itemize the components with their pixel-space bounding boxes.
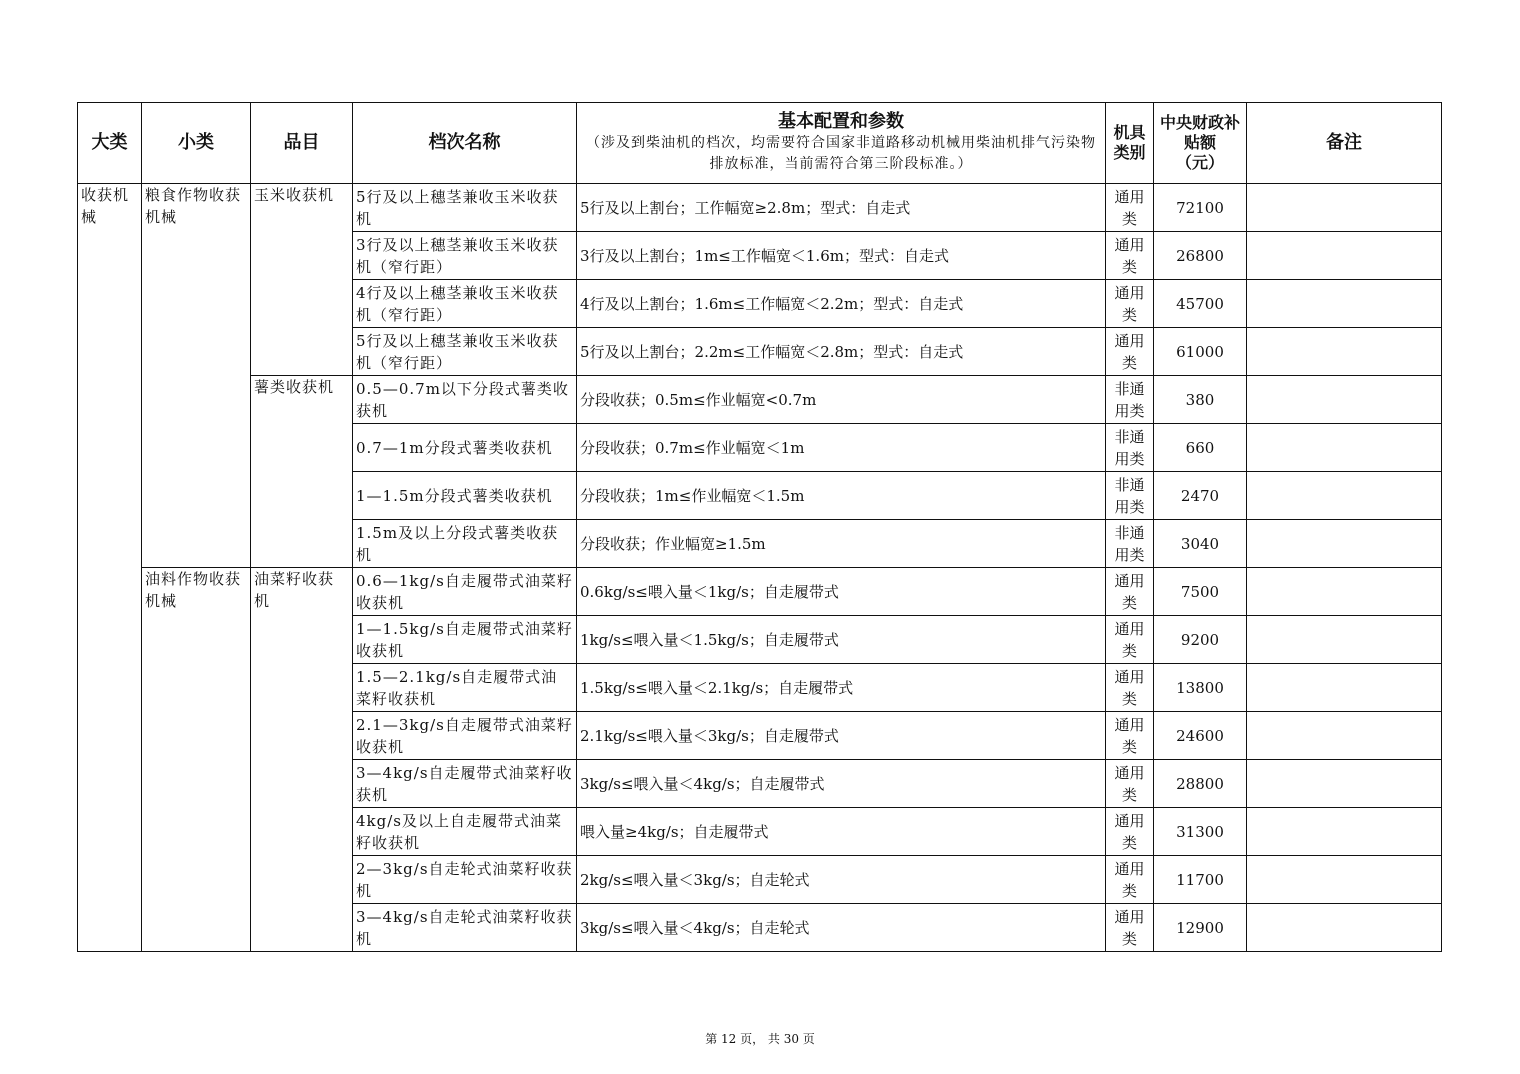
cell-subcategory: 油料作物收获机械 <box>142 568 251 952</box>
cell-subsidy-amount: 7500 <box>1154 568 1247 616</box>
cell-machine-class: 通用类 <box>1106 904 1154 952</box>
header-config-title: 基本配置和参数 <box>778 111 904 132</box>
cell-subsidy-amount: 24600 <box>1154 712 1247 760</box>
cell-grade-name: 4行及以上穗茎兼收玉米收获机（窄行距） <box>353 280 577 328</box>
cell-remark <box>1247 328 1442 376</box>
cell-machine-class: 通用类 <box>1106 712 1154 760</box>
cell-grade-name: 4kg/s及以上自走履带式油菜籽收获机 <box>353 808 577 856</box>
cell-subsidy-amount: 72100 <box>1154 184 1247 232</box>
cell-grade-name: 0.7—1m分段式薯类收获机 <box>353 424 577 472</box>
table-header-row <box>78 103 1442 184</box>
cell-config: 3kg/s≤喂入量＜4kg/s；自走轮式 <box>577 904 1106 952</box>
cell-grade-name: 1—1.5m分段式薯类收获机 <box>353 472 577 520</box>
header-subsidy <box>1154 103 1247 184</box>
cell-machine-class: 通用类 <box>1106 616 1154 664</box>
cell-machine-class: 通用类 <box>1106 280 1154 328</box>
cell-remark <box>1247 904 1442 952</box>
cell-machine-class: 通用类 <box>1106 808 1154 856</box>
table-row <box>78 568 1442 616</box>
cell-machine-class: 通用类 <box>1106 664 1154 712</box>
cell-category: 收获机械 <box>78 184 142 952</box>
cell-machine-class: 非通用类 <box>1106 472 1154 520</box>
cell-subsidy-amount: 28800 <box>1154 760 1247 808</box>
cell-machine-class: 非通用类 <box>1106 520 1154 568</box>
cell-config: 分段收获；0.7m≤作业幅宽＜1m <box>577 424 1106 472</box>
cell-subsidy-amount: 61000 <box>1154 328 1247 376</box>
cell-subsidy-amount: 2470 <box>1154 472 1247 520</box>
cell-remark <box>1247 760 1442 808</box>
cell-remark <box>1247 520 1442 568</box>
cell-machine-class: 通用类 <box>1106 568 1154 616</box>
cell-subsidy-amount: 660 <box>1154 424 1247 472</box>
cell-machine-class: 通用类 <box>1106 184 1154 232</box>
cell-config: 5行及以上割台；工作幅宽≥2.8m；型式：自走式 <box>577 184 1106 232</box>
cell-remark <box>1247 616 1442 664</box>
table-row <box>78 184 1442 232</box>
cell-grade-name: 1.5—2.1kg/s自走履带式油菜籽收获机 <box>353 664 577 712</box>
cell-config: 喂入量≥4kg/s；自走履带式 <box>577 808 1106 856</box>
subsidy-table <box>77 102 1442 952</box>
cell-config: 4行及以上割台；1.6m≤工作幅宽＜2.2m；型式：自走式 <box>577 280 1106 328</box>
cell-config: 分段收获；作业幅宽≥1.5m <box>577 520 1106 568</box>
cell-machine-class: 通用类 <box>1106 856 1154 904</box>
cell-item: 玉米收获机 <box>251 184 353 376</box>
cell-machine-class: 非通用类 <box>1106 376 1154 424</box>
cell-remark <box>1247 808 1442 856</box>
header-machine-class: 机具类别 <box>1106 103 1154 184</box>
header-subsidy-unit: （元） <box>1175 153 1224 172</box>
cell-subsidy-amount: 13800 <box>1154 664 1247 712</box>
header-item: 品目 <box>251 103 353 184</box>
table-body <box>78 184 1442 952</box>
cell-config: 1kg/s≤喂入量＜1.5kg/s；自走履带式 <box>577 616 1106 664</box>
cell-config: 2.1kg/s≤喂入量＜3kg/s；自走履带式 <box>577 712 1106 760</box>
cell-remark <box>1247 376 1442 424</box>
cell-remark <box>1247 472 1442 520</box>
cell-grade-name: 1—1.5kg/s自走履带式油菜籽收获机 <box>353 616 577 664</box>
cell-config: 1.5kg/s≤喂入量＜2.1kg/s；自走履带式 <box>577 664 1106 712</box>
cell-config: 3行及以上割台；1m≤工作幅宽＜1.6m；型式：自走式 <box>577 232 1106 280</box>
cell-subsidy-amount: 380 <box>1154 376 1247 424</box>
header-subcategory: 小类 <box>142 103 251 184</box>
header-config <box>577 103 1106 184</box>
header-config-note: （涉及到柴油机的档次，均需要符合国家非道路移动机械用柴油机排气污染物排放标准，当前需符合第三阶段标准。） <box>586 135 1096 172</box>
cell-grade-name: 1.5m及以上分段式薯类收获机 <box>353 520 577 568</box>
header-grade-name: 档次名称 <box>353 103 577 184</box>
cell-grade-name: 5行及以上穗茎兼收玉米收获机 <box>353 184 577 232</box>
cell-subsidy-amount: 31300 <box>1154 808 1247 856</box>
cell-grade-name: 5行及以上穗茎兼收玉米收获机（窄行距） <box>353 328 577 376</box>
cell-remark <box>1247 424 1442 472</box>
cell-grade-name: 3—4kg/s自走轮式油菜籽收获机 <box>353 904 577 952</box>
cell-subsidy-amount: 3040 <box>1154 520 1247 568</box>
cell-remark <box>1247 664 1442 712</box>
cell-grade-name: 3—4kg/s自走履带式油菜籽收获机 <box>353 760 577 808</box>
table-row <box>78 376 1442 424</box>
cell-machine-class: 通用类 <box>1106 232 1154 280</box>
cell-subsidy-amount: 9200 <box>1154 616 1247 664</box>
cell-subsidy-amount: 26800 <box>1154 232 1247 280</box>
cell-config: 分段收获；1m≤作业幅宽＜1.5m <box>577 472 1106 520</box>
cell-grade-name: 0.6—1kg/s自走履带式油菜籽收获机 <box>353 568 577 616</box>
cell-subsidy-amount: 12900 <box>1154 904 1247 952</box>
cell-subsidy-amount: 45700 <box>1154 280 1247 328</box>
cell-grade-name: 0.5—0.7m以下分段式薯类收获机 <box>353 376 577 424</box>
cell-config: 5行及以上割台；2.2m≤工作幅宽＜2.8m；型式：自走式 <box>577 328 1106 376</box>
cell-subsidy-amount: 11700 <box>1154 856 1247 904</box>
cell-config: 分段收获；0.5m≤作业幅宽<0.7m <box>577 376 1106 424</box>
page-footer: 第 12 页， 共 30 页 <box>705 1032 815 1046</box>
cell-remark <box>1247 568 1442 616</box>
header-category: 大类 <box>78 103 142 184</box>
cell-item: 薯类收获机 <box>251 376 353 568</box>
cell-remark <box>1247 232 1442 280</box>
cell-item: 油菜籽收获机 <box>251 568 353 952</box>
cell-remark <box>1247 184 1442 232</box>
cell-machine-class: 通用类 <box>1106 328 1154 376</box>
cell-subcategory: 粮食作物收获机械 <box>142 184 251 568</box>
cell-config: 2kg/s≤喂入量＜3kg/s；自走轮式 <box>577 856 1106 904</box>
cell-config: 3kg/s≤喂入量＜4kg/s；自走履带式 <box>577 760 1106 808</box>
cell-remark <box>1247 856 1442 904</box>
cell-grade-name: 3行及以上穗茎兼收玉米收获机（窄行距） <box>353 232 577 280</box>
header-subsidy-label: 中央财政补贴额 <box>1159 113 1240 152</box>
cell-remark <box>1247 712 1442 760</box>
cell-config: 0.6kg/s≤喂入量＜1kg/s；自走履带式 <box>577 568 1106 616</box>
cell-machine-class: 通用类 <box>1106 760 1154 808</box>
header-remark: 备注 <box>1247 103 1442 184</box>
cell-grade-name: 2—3kg/s自走轮式油菜籽收获机 <box>353 856 577 904</box>
cell-remark <box>1247 280 1442 328</box>
cell-machine-class: 非通用类 <box>1106 424 1154 472</box>
cell-grade-name: 2.1—3kg/s自走履带式油菜籽收获机 <box>353 712 577 760</box>
